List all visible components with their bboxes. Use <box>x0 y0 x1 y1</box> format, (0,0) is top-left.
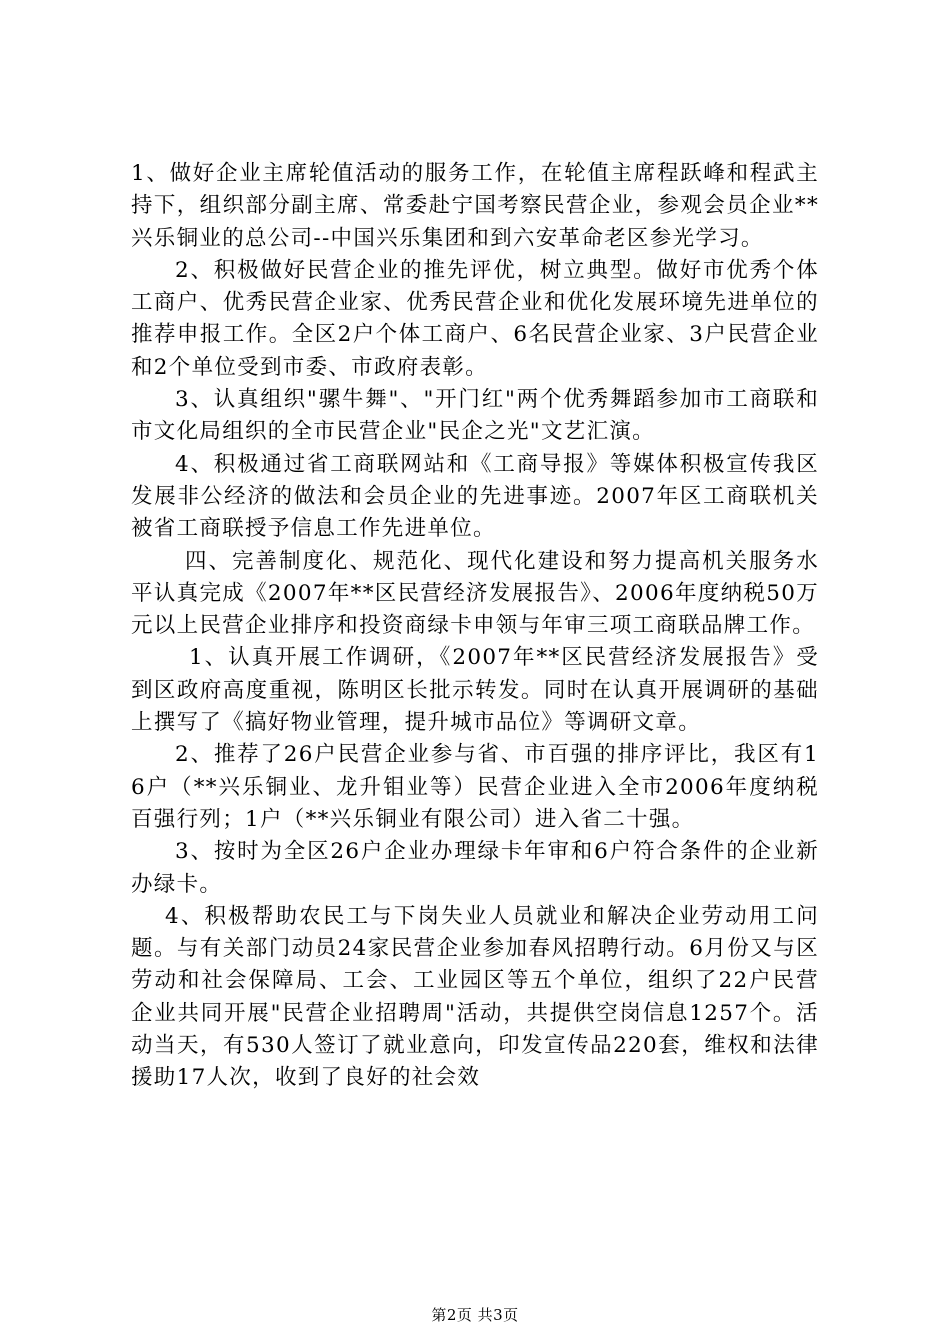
paragraph-chair-rotation: 1、做好企业主席轮值活动的服务工作，在轮值主席程跃峰和程武主持下，组织部分副主席、常委赴宁国考察民营企业，参观会员企业**兴乐铜业的总公司--中国兴乐集团和到六安革命老区参光学习。 <box>131 161 819 251</box>
paragraph-green-card: 3、按时为全区26户企业办理绿卡年审和6户符合条件的企业新办绿卡。 <box>131 839 819 897</box>
paragraph-employment: 4、积极帮助农民工与下岗失业人员就业和解决企业劳动用工问题。与有关部门动员24家民营企业参加春风招聘行动。6月份又与区劳动和社会保障局、工会、工业园区等五个单位，组织了22户民营企业共同开展"民营企业招聘周"活动，共提供空岗信息1257个。活动当天，有530人签订了就业意向，印发宣传品220套，维权和法律援助17人次，收到了良好的社会效 <box>131 903 819 1091</box>
paragraph-awards: 2、积极做好民营企业的推先评优，树立典型。做好市优秀个体工商户、优秀民营企业家、优秀民营企业和优化发展环境先进单位的推荐申报工作。全区2户个体工商户、6名民营企业家、3户民营企业和2个单位受到市委、市政府表彰。 <box>131 257 819 380</box>
paragraph-publicity: 4、积极通过省工商联网站和《工商导报》等媒体积极宣传我区发展非公经济的做法和会员企业的先进事迹。2007年区工商联机关被省工商联授予信息工作先进单位。 <box>131 451 819 542</box>
paragraph-top-hundred: 2、推荐了26户民营企业参与省、市百强的排序评比，我区有16户（**兴乐铜业、龙升钼业等）民营企业进入全市2006年度纳税百强行列；1户（**兴乐铜业有限公司）进入省二十强。 <box>131 742 819 832</box>
page-number-footer: 第2页 共3页 <box>431 1306 519 1324</box>
paragraph-dance-performance: 3、认真组织"骡牛舞"、"开门红"两个优秀舞蹈参加市工商联和市文化局组织的全市民营企业"民企之光"文艺汇演。 <box>131 387 819 445</box>
paragraph-section-four: 四、完善制度化、规范化、现代化建设和努力提高机关服务水平认真完成《2007年**区民营经济发展报告》、2006年度纳税50万元以上民营企业排序和投资商绿卡申领与年审三项工商联品牌工作。 <box>131 548 819 639</box>
paragraph-research: 1、认真开展工作调研，《2007年**区民营经济发展报告》受到区政府高度重视，陈明区长批示转发。同时在认真开展调研的基础上撰写了《搞好物业管理，提升城市品位》等调研文章。 <box>131 645 819 736</box>
document-body <box>131 158 819 1095</box>
